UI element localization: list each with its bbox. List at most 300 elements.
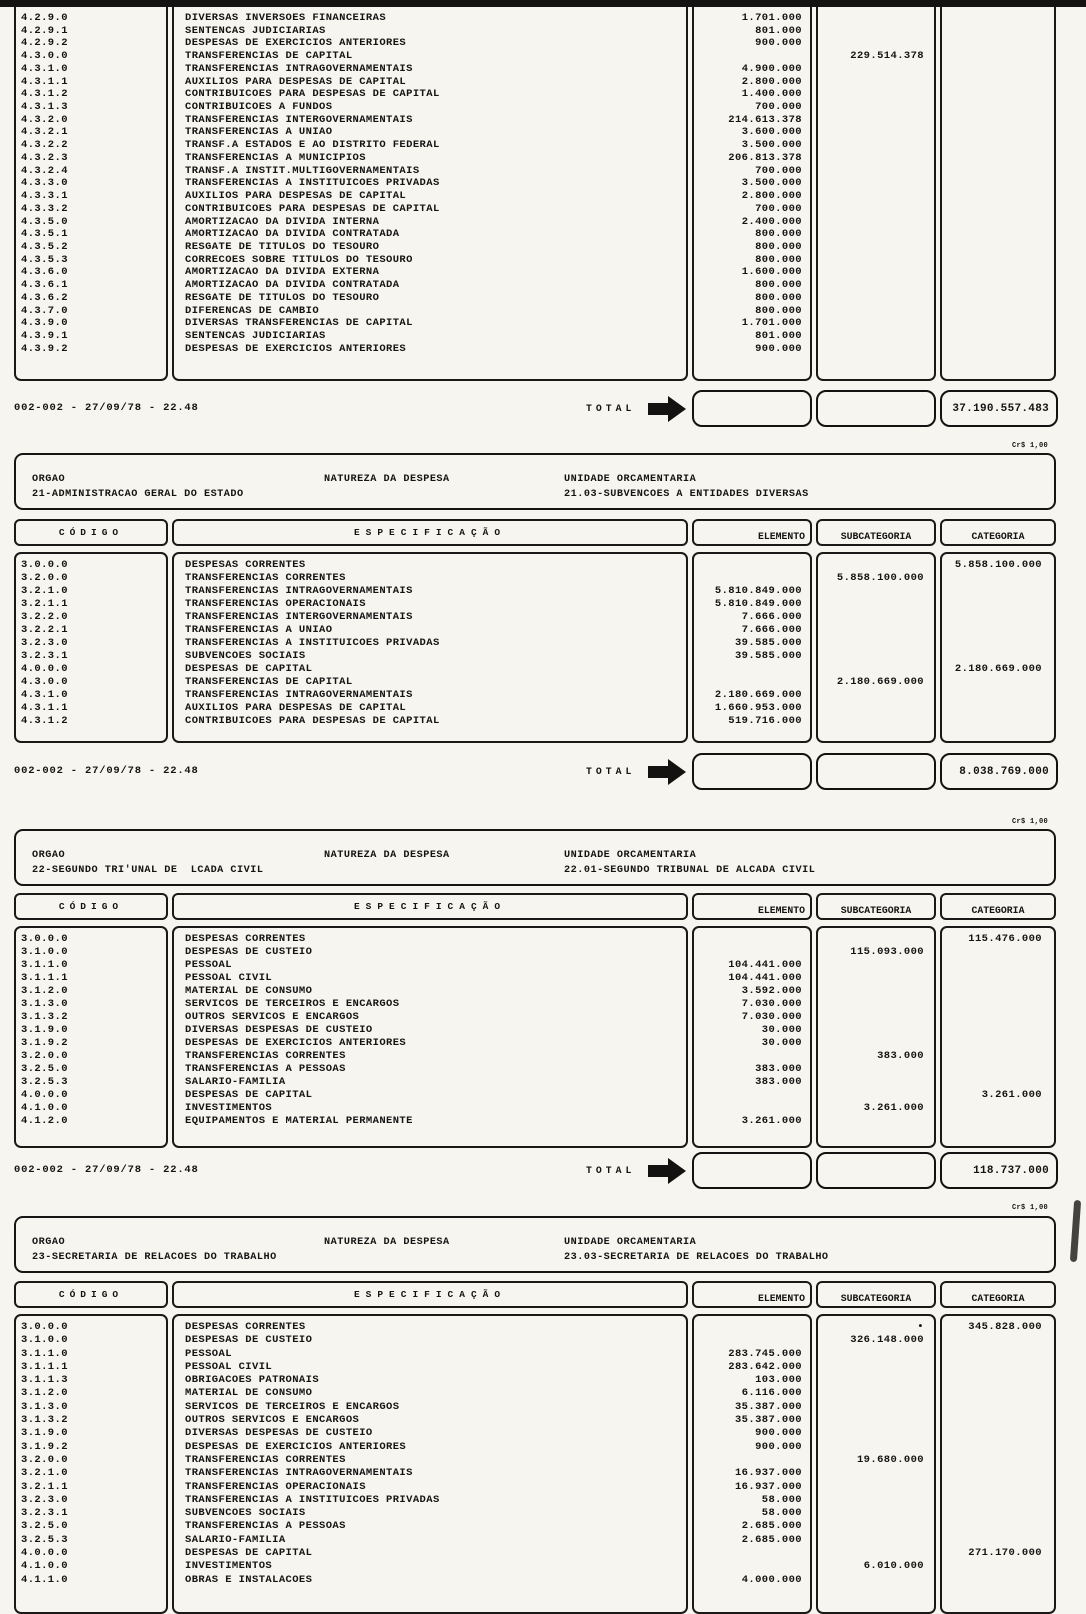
row-especificacao: TRANSFERENCIAS INTRAGOVERNAMENTAIS [185,585,413,597]
row-subcategoria [818,1089,934,1102]
row-especificacao: TRANSFERENCIAS A MUNICIPIOS [185,151,366,164]
row-elemento [694,50,810,63]
total-label: TOTAL [586,403,636,414]
row-subcategoria [818,1534,934,1547]
row-categoria [942,715,1054,728]
row-elemento: 1.701.000 [741,317,802,330]
row-categoria [942,1454,1054,1467]
row-code: 4.3.5.0 [21,215,68,228]
row-subcategoria [818,1115,934,1128]
row-categoria [942,1387,1054,1400]
row-especificacao: PESSOAL CIVIL [185,972,273,984]
total-arrow-icon [648,396,686,422]
row-code: 3.1.1.3 [21,1374,68,1387]
row-categoria [942,972,1054,985]
row-code: 4.3.3.1 [21,190,68,203]
categoria-header: CATEGORIA [940,519,1056,546]
row-categoria [942,266,1054,279]
categoria-column [940,926,1056,1148]
row-categoria [942,598,1054,611]
row-categoria [942,317,1054,330]
row-elemento [694,1102,810,1115]
row-especificacao: DESPESAS DE EXERCICIOS ANTERIORES [185,1037,407,1049]
row-categoria [942,1494,1054,1507]
row-subcategoria [818,25,934,38]
row-categoria: 3.261.000 [981,1089,1042,1101]
scan-artifact [1070,1200,1081,1262]
row-categoria [942,50,1054,63]
elemento-column [692,926,812,1148]
row-categoria [942,1427,1054,1440]
row-categoria [942,1574,1054,1587]
row-elemento: 58.000 [761,1493,802,1506]
row-especificacao: TRANSFERENCIAS OPERACIONAIS [185,1480,366,1493]
row-categoria [942,228,1054,241]
row-subcategoria [818,1024,934,1037]
row-subcategoria [818,972,934,985]
row-elemento: 2.180.669.000 [714,689,802,701]
row-especificacao: SALARIO-FAMILIA [185,1076,286,1088]
especificacao-column [172,1314,688,1614]
especificacao-header: ESPECIFICAÇÃO [172,893,688,920]
row-categoria [942,279,1054,292]
row-code: 4.3.1.2 [21,88,68,101]
row-subcategoria: 383.000 [877,1050,924,1062]
row-elemento: 103.000 [755,1374,802,1387]
row-code: 3.2.0.0 [21,1453,68,1466]
total-value: 37.190.557.483 [952,402,1049,415]
row-especificacao: DESPESAS DE EXERCICIOS ANTERIORES [185,37,407,50]
row-code: 4.3.5.1 [21,228,68,241]
row-code: 3.2.2.0 [21,611,68,623]
row-elemento: 3.600.000 [741,126,802,139]
row-code: 4.3.7.0 [21,304,68,317]
row-elemento [694,1321,810,1334]
row-code: 3.2.0.0 [21,1050,68,1062]
row-elemento: 4.900.000 [741,62,802,75]
row-elemento: 2.685.000 [741,1520,802,1533]
section-header-orgao-23 [14,1216,1056,1273]
total-box-categoria [940,390,1058,427]
row-elemento: 700.000 [755,164,802,177]
budget-table-orgao-22 [14,926,1056,1148]
row-categoria [942,165,1054,178]
row-especificacao: TRANSFERENCIAS CORRENTES [185,572,346,584]
row-categoria [942,63,1054,76]
row-especificacao: OBRIGACOES PATRONAIS [185,1374,320,1387]
row-elemento: 900.000 [755,1427,802,1440]
row-categoria [942,1467,1054,1480]
row-elemento: 2.685.000 [741,1533,802,1546]
row-especificacao: SALARIO-FAMILIA [185,1533,286,1546]
row-categoria [942,12,1054,25]
row-elemento: 800.000 [755,228,802,241]
row-categoria [942,1361,1054,1374]
row-subcategoria [818,63,934,76]
row-subcategoria [818,650,934,663]
codigo-column [14,1314,168,1614]
row-especificacao: SENTENCAS JUDICIARIAS [185,24,326,37]
codigo-column [14,7,168,381]
row-code: 4.3.1.0 [21,689,68,701]
row-categoria [942,959,1054,972]
row-subcategoria [818,663,934,676]
row-especificacao: AUXILIOS PARA DESPESAS DE CAPITAL [185,75,407,88]
unidade-value: 22.01-SEGUNDO TRIBUNAL DE ALCADA CIVIL [564,865,816,876]
elemento-column [692,1314,812,1614]
report-id: 002-002 - 27/09/78 - 22.48 [14,1164,199,1176]
row-code: 3.2.5.3 [21,1076,68,1088]
row-subcategoria [818,1441,934,1454]
row-code: 3.2.2.1 [21,624,68,636]
row-categoria [942,343,1054,356]
row-especificacao: DESPESAS DE CUSTEIO [185,946,313,958]
row-code: 4.3.9.2 [21,342,68,355]
row-subcategoria [818,292,934,305]
row-subcategoria [818,165,934,178]
row-elemento: 39.585.000 [734,637,802,649]
row-code: 4.3.0.0 [21,676,68,688]
row-elemento [694,1334,810,1347]
row-subcategoria: 6.010.000 [863,1560,924,1573]
row-elemento: 383.000 [755,1076,802,1088]
row-elemento: 3.261.000 [741,1115,802,1127]
row-subcategoria [818,624,934,637]
row-elemento [694,946,810,959]
row-subcategoria [818,1481,934,1494]
row-code: 3.0.0.0 [21,559,68,571]
especificacao-column [172,7,688,381]
row-elemento: 6.116.000 [741,1387,802,1400]
row-categoria: 271.170.000 [968,1547,1042,1560]
elemento-header: ELEMENTO [692,893,812,920]
currency-note: Cr$ 1,00 [1011,818,1048,826]
row-elemento: 58.000 [761,1507,802,1520]
budget-table-orgao-23 [14,1314,1056,1614]
column-header-row [14,1281,1056,1308]
row-categoria [942,1414,1054,1427]
row-subcategoria: 3.261.000 [863,1102,924,1114]
row-especificacao: AMORTIZACAO DA DIVIDA CONTRATADA [185,279,400,292]
row-code: 3.0.0.0 [21,1321,68,1333]
row-code: 4.2.9.2 [21,37,68,50]
orgao-label: ORGAO [32,1237,66,1248]
row-especificacao: TRANSFERENCIAS A PESSOAS [185,1063,346,1075]
row-subcategoria [818,114,934,127]
row-subcategoria [818,1467,934,1480]
row-especificacao: TRANSFERENCIAS CORRENTES [185,1453,346,1466]
subcategoria-header: SUBCATEGORIA [816,519,936,546]
row-code: 3.0.0.0 [21,933,68,945]
total-strip [14,1152,1058,1190]
row-subcategoria [818,203,934,216]
row-elemento: 3.500.000 [741,177,802,190]
column-header-row [14,519,1056,546]
row-categoria [942,292,1054,305]
row-especificacao: EQUIPAMENTOS E MATERIAL PERMANENTE [185,1115,413,1127]
total-strip [14,753,1058,791]
row-elemento: 16.937.000 [734,1480,802,1493]
row-elemento: 801.000 [755,329,802,342]
row-especificacao: TRANSFERENCIAS CORRENTES [185,1050,346,1062]
row-especificacao: INVESTIMENTOS [185,1560,273,1573]
row-elemento: 1.660.953.000 [714,702,802,714]
row-code: 3.1.9.0 [21,1024,68,1036]
row-subcategoria [818,37,934,50]
row-especificacao: MATERIAL DE CONSUMO [185,1387,313,1400]
elemento-column [692,7,812,381]
row-elemento: 7.666.000 [741,624,802,636]
row-subcategoria [818,985,934,998]
row-especificacao: SUBVENCOES SOCIAIS [185,1507,306,1520]
row-categoria [942,1024,1054,1037]
total-box-subcategoria [816,753,936,790]
row-subcategoria [818,1401,934,1414]
row-elemento: 16.937.000 [734,1467,802,1480]
row-subcategoria [818,715,934,728]
row-categoria: 2.180.669.000 [954,663,1042,675]
row-code: 3.1.1.1 [21,1360,68,1373]
row-categoria [942,1102,1054,1115]
row-code: 3.1.0.0 [21,946,68,958]
subcategoria-column [816,552,936,743]
row-code: 4.3.6.1 [21,279,68,292]
row-especificacao: DESPESAS CORRENTES [185,933,306,945]
row-code: 3.1.1.0 [21,959,68,971]
row-code: 4.3.1.1 [21,75,68,88]
row-subcategoria [818,959,934,972]
row-code: 3.2.5.3 [21,1533,68,1546]
row-code: 4.3.1.3 [21,101,68,114]
row-categoria [942,637,1054,650]
row-especificacao: RESGATE DE TITULOS DO TESOURO [185,291,380,304]
row-categoria [942,1011,1054,1024]
codigo-header: CÓDIGO [14,893,168,920]
codigo-column [14,926,168,1148]
row-especificacao: AUXILIOS PARA DESPESAS DE CAPITAL [185,702,407,714]
row-elemento: 4.000.000 [741,1573,802,1586]
row-especificacao: DIFERENCAS DE CAMBIO [185,304,320,317]
row-code: 3.1.9.2 [21,1037,68,1049]
row-especificacao: PESSOAL [185,1347,232,1360]
row-especificacao: TRANSFERENCIAS INTRAGOVERNAMENTAIS [185,1467,413,1480]
row-subcategoria [818,1414,934,1427]
unidade-value: 21.03-SUBVENCOES A ENTIDADES DIVERSAS [564,489,809,500]
row-elemento [694,1547,810,1560]
row-elemento: 283.642.000 [728,1360,802,1373]
orgao-label: ORGAO [32,850,66,861]
row-subcategoria [818,317,934,330]
row-especificacao: DESPESAS CORRENTES [185,1321,306,1333]
row-categoria [942,88,1054,101]
row-elemento: 800.000 [755,304,802,317]
row-code: 3.1.1.1 [21,972,68,984]
row-especificacao: TRANSFERENCIAS A INSTITUICOES PRIVADAS [185,177,440,190]
row-code: 3.2.1.1 [21,1480,68,1493]
row-subcategoria: 115.093.000 [850,946,924,958]
unidade-label: UNIDADE ORCAMENTARIA [564,850,697,861]
row-subcategoria [818,1494,934,1507]
codigo-header: CÓDIGO [14,1281,168,1308]
natureza-label: NATUREZA DA DESPESA [324,850,450,861]
unidade-value: 23.03-SECRETARIA DE RELACOES DO TRABALHO [564,1252,829,1263]
row-categoria [942,1050,1054,1063]
row-elemento: 30.000 [761,1024,802,1036]
row-categoria: 5.858.100.000 [954,559,1042,571]
especificacao-column [172,552,688,743]
row-code: 3.2.3.0 [21,1493,68,1506]
budget-table-continuation [14,7,1056,381]
row-categoria [942,152,1054,165]
row-subcategoria [818,101,934,114]
row-especificacao: CONTRIBUICOES PARA DESPESAS DE CAPITAL [185,202,440,215]
row-especificacao: DIVERSAS DESPESAS DE CUSTEIO [185,1024,373,1036]
categoria-column [940,1314,1056,1614]
row-categoria [942,216,1054,229]
total-value: 118.737.000 [973,1164,1049,1177]
row-subcategoria [818,1374,934,1387]
subcategoria-column [816,7,936,381]
row-elemento [694,676,810,689]
row-categoria [942,946,1054,959]
row-subcategoria [818,139,934,152]
row-elemento: 214.613.378 [728,113,802,126]
row-categoria [942,241,1054,254]
row-categoria [942,305,1054,318]
row-elemento: 800.000 [755,279,802,292]
row-categoria [942,254,1054,267]
row-code: 4.3.2.0 [21,113,68,126]
row-subcategoria [818,216,934,229]
row-categoria [942,689,1054,702]
row-subcategoria [818,1348,934,1361]
row-code: 4.3.1.0 [21,62,68,75]
row-elemento: 283.745.000 [728,1347,802,1360]
row-especificacao: TRANSFERENCIAS A INSTITUICOES PRIVADAS [185,1493,440,1506]
row-categoria [942,585,1054,598]
row-especificacao: DIVERSAS TRANSFERENCIAS DE CAPITAL [185,317,413,330]
row-code: 4.3.0.0 [21,50,68,63]
elemento-header: ELEMENTO [692,1281,812,1308]
row-especificacao: SUBVENCOES SOCIAIS [185,650,306,662]
row-elemento: 2.800.000 [741,190,802,203]
total-arrow-icon [648,1158,686,1184]
natureza-label: NATUREZA DA DESPESA [324,474,450,485]
row-categoria: 115.476.000 [968,933,1042,945]
row-especificacao: SERVICOS DE TERCEIROS E ENCARGOS [185,1400,400,1413]
row-elemento [694,933,810,946]
row-categoria [942,1115,1054,1128]
row-categoria [942,190,1054,203]
row-elemento: 5.810.849.000 [714,598,802,610]
row-code: 4.3.2.3 [21,151,68,164]
row-code: 3.1.0.0 [21,1334,68,1347]
column-header-row [14,893,1056,920]
row-especificacao: DESPESAS DE CAPITAL [185,663,313,675]
unidade-label: UNIDADE ORCAMENTARIA [564,474,697,485]
row-code: 3.2.0.0 [21,572,68,584]
row-subcategoria [818,1076,934,1089]
row-elemento: 7.030.000 [741,998,802,1010]
row-elemento: 1.701.000 [741,12,802,24]
total-box-elemento [692,390,812,427]
row-subcategoria [818,1547,934,1560]
total-box-elemento [692,1152,812,1189]
row-code: 4.2.9.0 [21,12,68,24]
currency-note: Cr$ 1,00 [1011,1204,1048,1212]
row-code: 4.0.0.0 [21,663,68,675]
row-especificacao: CORRECOES SOBRE TITULOS DO TESOURO [185,253,413,266]
row-code: 4.3.3.2 [21,202,68,215]
row-especificacao: DESPESAS DE CUSTEIO [185,1334,313,1347]
row-code: 4.0.0.0 [21,1089,68,1101]
row-especificacao: TRANSFERENCIAS INTERGOVERNAMENTAIS [185,113,413,126]
row-subcategoria [818,1361,934,1374]
row-elemento [694,559,810,572]
row-categoria [942,1348,1054,1361]
row-especificacao: OUTROS SERVICOS E ENCARGOS [185,1414,360,1427]
row-elemento: 900.000 [755,1440,802,1453]
row-subcategoria [818,1520,934,1533]
row-code: 4.3.2.4 [21,164,68,177]
total-value: 8.038.769.000 [959,765,1049,778]
row-elemento [694,663,810,676]
row-elemento: 39.585.000 [734,650,802,662]
row-code: 3.1.3.0 [21,998,68,1010]
total-box-elemento [692,753,812,790]
row-subcategoria [818,1037,934,1050]
elemento-header: ELEMENTO [692,519,812,546]
currency-note: Cr$ 1,00 [1011,442,1048,450]
row-categoria [942,177,1054,190]
row-subcategoria [818,585,934,598]
row-especificacao: INVESTIMENTOS [185,1102,273,1114]
row-code: 4.0.0.0 [21,1547,68,1560]
row-categoria [942,76,1054,89]
row-elemento: 35.387.000 [734,1414,802,1427]
row-code: 4.3.6.0 [21,266,68,279]
row-especificacao: TRANSFERENCIAS INTRAGOVERNAMENTAIS [185,689,413,701]
row-especificacao: AMORTIZACAO DA DIVIDA CONTRATADA [185,228,400,241]
row-subcategoria [818,279,934,292]
row-categoria [942,1063,1054,1076]
categoria-header: CATEGORIA [940,893,1056,920]
row-subcategoria [818,343,934,356]
row-elemento: 800.000 [755,291,802,304]
subcategoria-header: SUBCATEGORIA [816,893,936,920]
row-code: 4.3.1.1 [21,702,68,714]
row-elemento: 30.000 [761,1037,802,1049]
total-box-categoria [940,753,1058,790]
row-code: 4.1.1.0 [21,1573,68,1586]
row-categoria [942,1076,1054,1089]
row-especificacao: DIVERSAS DESPESAS DE CUSTEIO [185,1427,373,1440]
row-subcategoria [818,12,934,25]
row-subcategoria [818,177,934,190]
row-code: 3.1.2.0 [21,1387,68,1400]
row-code: 3.2.1.0 [21,585,68,597]
row-elemento: 3.500.000 [741,139,802,152]
row-especificacao: TRANSFERENCIAS DE CAPITAL [185,50,353,63]
subcategoria-column [816,1314,936,1614]
row-code: 4.1.0.0 [21,1560,68,1573]
row-elemento: 1.600.000 [741,266,802,279]
categoria-column [940,7,1056,381]
row-elemento: 519.716.000 [728,715,802,727]
row-code: 4.3.5.2 [21,240,68,253]
row-categoria [942,330,1054,343]
row-especificacao: AMORTIZACAO DA DIVIDA EXTERNA [185,266,380,279]
